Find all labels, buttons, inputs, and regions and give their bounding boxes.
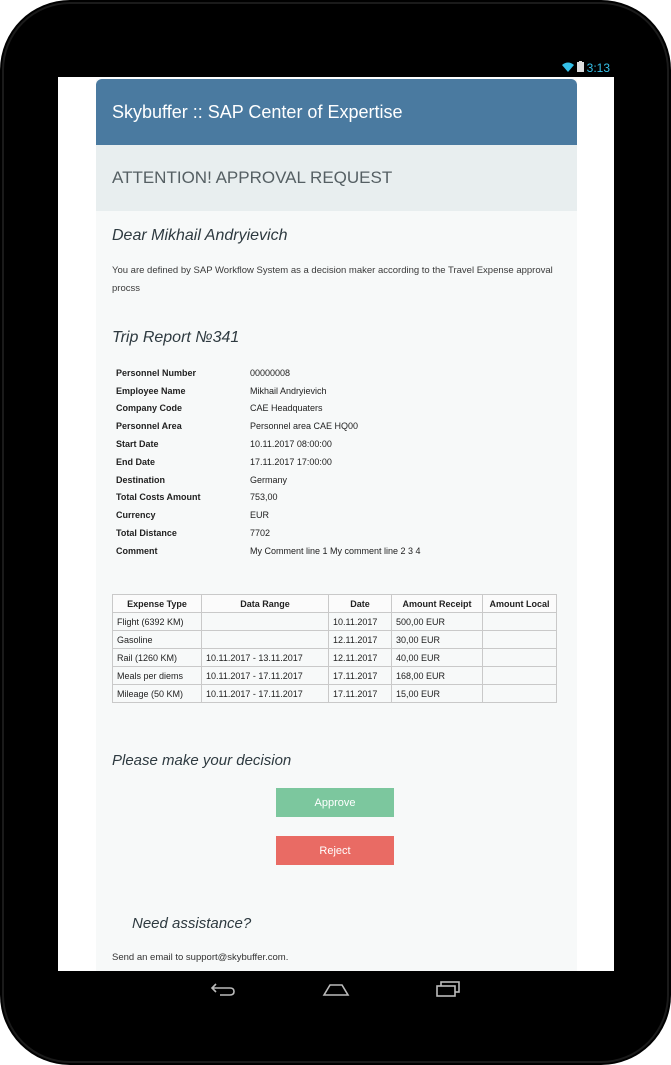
expense-cell: 17.11.2017 — [329, 685, 392, 703]
expense-column-header: Amount Receipt — [392, 595, 483, 613]
info-row — [116, 382, 421, 400]
expense-cell — [483, 685, 557, 703]
expense-row — [113, 631, 557, 649]
info-label: Personnel Area — [116, 421, 182, 432]
email-body — [96, 79, 577, 989]
info-value: 7702 — [250, 528, 271, 539]
info-row — [116, 400, 421, 418]
expense-row — [113, 613, 557, 631]
info-value: 10.11.2017 08:00:00 — [250, 439, 332, 450]
expense-cell: 40,00 EUR — [392, 649, 483, 667]
expense-cell: 168,00 EUR — [392, 667, 483, 685]
expense-row — [113, 685, 557, 703]
info-value: Personnel area CAE HQ00 — [250, 421, 359, 432]
expense-cell: 10.11.2017 - 17.11.2017 — [202, 667, 329, 685]
decision-title: Please make your decision — [112, 752, 292, 769]
recents-icon[interactable] — [428, 975, 468, 1003]
expense-cell: 15,00 EUR — [392, 685, 483, 703]
status-bar — [58, 59, 614, 77]
expense-cell: 10.11.2017 - 17.11.2017 — [202, 685, 329, 703]
attention-title: ATTENTION! APPROVAL REQUEST — [112, 168, 393, 187]
device-screen — [58, 59, 614, 1007]
wifi-icon — [562, 61, 574, 75]
expense-cell: 12.11.2017 — [329, 649, 392, 667]
expense-cell: Meals per diems — [113, 667, 202, 685]
info-value: 753,00 — [250, 492, 278, 503]
expense-cell: 17.11.2017 — [329, 667, 392, 685]
expense-cell: 500,00 EUR — [392, 613, 483, 631]
expense-cell: 10.11.2017 - 13.11.2017 — [202, 649, 329, 667]
info-value: 00000008 — [250, 367, 291, 378]
info-label: Employee Name — [116, 385, 186, 396]
expense-cell — [483, 649, 557, 667]
email-header — [96, 79, 577, 145]
expense-cell — [483, 667, 557, 685]
expense-cell: 10.11.2017 — [329, 613, 392, 631]
approve-button[interactable]: Approve — [276, 788, 394, 817]
expense-cell: Rail (1260 KM) — [113, 649, 202, 667]
info-label: Total Costs Amount — [116, 492, 201, 503]
status-time: 3:13 — [586, 61, 610, 75]
info-label: Start Date — [116, 439, 159, 450]
info-row — [116, 417, 421, 435]
info-row — [116, 435, 421, 453]
email-header-title: Skybuffer :: SAP Center of Expertise — [112, 101, 403, 122]
expense-cell: Gasoline — [113, 631, 202, 649]
info-value: 17.11.2017 17:00:00 — [250, 456, 332, 467]
info-label: Destination — [116, 474, 166, 485]
expense-column-header: Data Range — [202, 595, 329, 613]
expense-row — [113, 667, 557, 685]
info-row — [116, 542, 421, 560]
expense-column-header: Amount Local — [483, 595, 557, 613]
intro-text: You are defined by SAP Workflow System as a decision maker according to the Travel Expense approval procss — [112, 265, 553, 294]
expense-table — [112, 594, 557, 703]
info-label: Personnel Number — [116, 367, 197, 378]
expense-cell — [202, 631, 329, 649]
expense-cell — [202, 613, 329, 631]
expense-cell: Flight (6392 KM) — [113, 613, 202, 631]
info-row — [116, 506, 421, 524]
navigation-bar — [58, 971, 614, 1007]
expense-header-row — [113, 595, 557, 613]
info-label: Total Distance — [116, 528, 177, 539]
attention-banner — [96, 145, 577, 211]
info-value: Mikhail Andryievich — [250, 385, 327, 396]
expense-cell: 30,00 EUR — [392, 631, 483, 649]
expense-column-header: Expense Type — [113, 595, 202, 613]
expense-row — [113, 649, 557, 667]
back-icon[interactable] — [203, 975, 243, 1003]
info-row — [116, 364, 421, 382]
info-label: End Date — [116, 456, 156, 467]
info-label: Currency — [116, 510, 156, 521]
info-row — [116, 489, 421, 507]
trip-report-title: Trip Report №341 — [112, 329, 240, 346]
greeting: Dear Mikhail Andryievich — [112, 227, 288, 244]
info-row — [116, 524, 421, 542]
home-icon[interactable] — [316, 975, 356, 1003]
assistance-text: Send an email to support@skybuffer.com. — [112, 952, 289, 963]
info-value: EUR — [250, 510, 270, 521]
trip-info-table — [116, 364, 421, 560]
assistance-title: Need assistance? — [132, 915, 252, 932]
battery-icon — [577, 61, 584, 75]
info-value: My Comment line 1 My comment line 2 3 4 — [250, 545, 421, 556]
expense-cell — [483, 613, 557, 631]
info-label: Comment — [116, 545, 158, 556]
expense-column-header: Date — [329, 595, 392, 613]
expense-cell: 12.11.2017 — [329, 631, 392, 649]
info-label: Company Code — [116, 403, 183, 414]
info-value: Germany — [250, 474, 288, 485]
info-row — [116, 453, 421, 471]
status-icons — [562, 61, 610, 75]
expense-cell — [483, 631, 557, 649]
info-row — [116, 471, 421, 489]
info-value: CAE Headquaters — [250, 403, 323, 414]
expense-cell: Mileage (50 KM) — [113, 685, 202, 703]
reject-button[interactable]: Reject — [276, 836, 394, 865]
